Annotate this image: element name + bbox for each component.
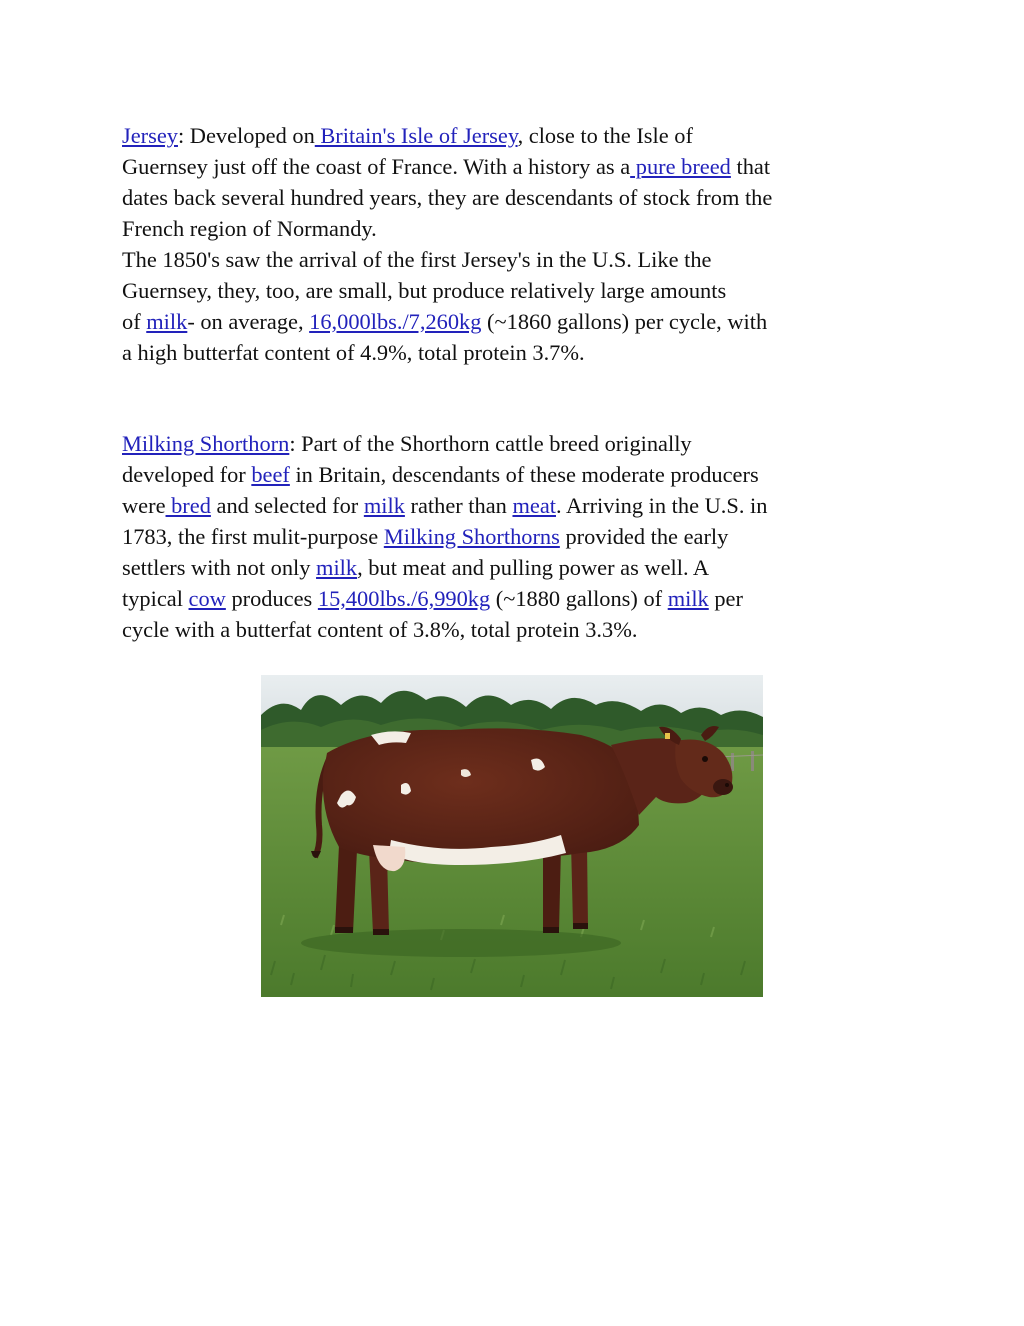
text: - on average, [187, 309, 310, 334]
shorthorn-line-2 [122, 459, 912, 490]
cow-link[interactable]: cow [188, 586, 226, 611]
jersey-line-2 [122, 151, 912, 182]
fence-post [751, 751, 754, 771]
text: typical [122, 586, 189, 611]
text: (~1860 gallons) per cycle, with [481, 309, 768, 334]
text: (~1880 gallons) of [490, 586, 668, 611]
text: , close to the Isle of [517, 123, 693, 148]
cow-muzzle [713, 779, 733, 795]
text: that [730, 154, 771, 179]
ear-tag [665, 733, 670, 739]
cow-eye [702, 756, 708, 762]
text: were [122, 493, 166, 518]
fence-post [731, 753, 734, 771]
milk-link[interactable]: milk [363, 493, 405, 518]
milking-shorthorn-cow-photo [261, 675, 763, 997]
text: 1783, the first mulit-purpose [122, 524, 384, 549]
text: settlers with not only [122, 555, 317, 580]
jersey-line-5: The 1850's saw the arrival of the first Jersey's in the U.S. Like the [122, 247, 712, 272]
cow-nostril [725, 783, 729, 787]
bred-link[interactable]: bred [165, 493, 211, 518]
shorthorn-paragraph [122, 428, 912, 645]
jersey-link[interactable]: Jersey [122, 123, 178, 148]
cow-leg-front-left [543, 845, 561, 931]
shorthorn-line-3 [122, 490, 912, 521]
text: developed for [122, 462, 252, 487]
jersey-line-8: a high butterfat content of 4.9%, total protein 3.7%. [122, 340, 585, 365]
text: produces [225, 586, 318, 611]
text: per [708, 586, 743, 611]
text: and selected for [210, 493, 364, 518]
isle-of-jersey-link[interactable]: Britain's Isle of Jersey [314, 123, 518, 148]
text: in Britain, descendants of these moderate producers [289, 462, 759, 487]
milking-shorthorns-link[interactable]: Milking Shorthorns [383, 524, 560, 549]
cow-leg-front-right [571, 843, 588, 927]
hoof [335, 927, 353, 933]
text: , but meat and pulling power as well. A [357, 555, 710, 580]
text: provided the early [559, 524, 729, 549]
hoof [543, 927, 559, 933]
pure-breed-link[interactable]: pure breed [630, 154, 731, 179]
text: : Developed on [177, 123, 315, 148]
jersey-line-7 [122, 306, 912, 337]
shorthorn-line-6 [122, 583, 912, 614]
shorthorn-line-4 [122, 521, 912, 552]
hoof [573, 923, 588, 929]
milk-link[interactable]: milk [667, 586, 709, 611]
text: of [122, 309, 147, 334]
milk-amount-link[interactable]: 15,400lbs./6,990kg [317, 586, 491, 611]
shorthorn-line-7: cycle with a butterfat content of 3.8%, total protein 3.3%. [122, 617, 638, 642]
jersey-line-1 [122, 120, 912, 151]
text: . Arriving in the U.S. in [555, 493, 768, 518]
cow-body [323, 728, 639, 863]
shorthorn-line-5 [122, 552, 912, 583]
text: rather than [404, 493, 513, 518]
cow-shadow [301, 929, 621, 957]
shorthorn-line-1 [122, 428, 912, 459]
milk-link[interactable]: milk [146, 309, 188, 334]
milk-amount-link[interactable]: 16,000lbs./7,260kg [309, 309, 482, 334]
milking-shorthorn-link[interactable]: Milking Shorthorn [122, 431, 290, 456]
meat-link[interactable]: meat [512, 493, 556, 518]
beef-link[interactable]: beef [251, 462, 290, 487]
cow-illustration [261, 675, 763, 997]
jersey-line-4: French region of Normandy. [122, 216, 377, 241]
jersey-line-6: Guernsey, they, too, are small, but produce relatively large amounts [122, 278, 727, 303]
text: : Part of the Shorthorn cattle breed originally [289, 431, 692, 456]
hoof [373, 929, 389, 935]
milk-link[interactable]: milk [316, 555, 358, 580]
jersey-line-3: dates back several hundred years, they are descendants of stock from the [122, 185, 773, 210]
jersey-paragraph [122, 120, 912, 368]
text: Guernsey just off the coast of France. With a history as a [122, 154, 631, 179]
